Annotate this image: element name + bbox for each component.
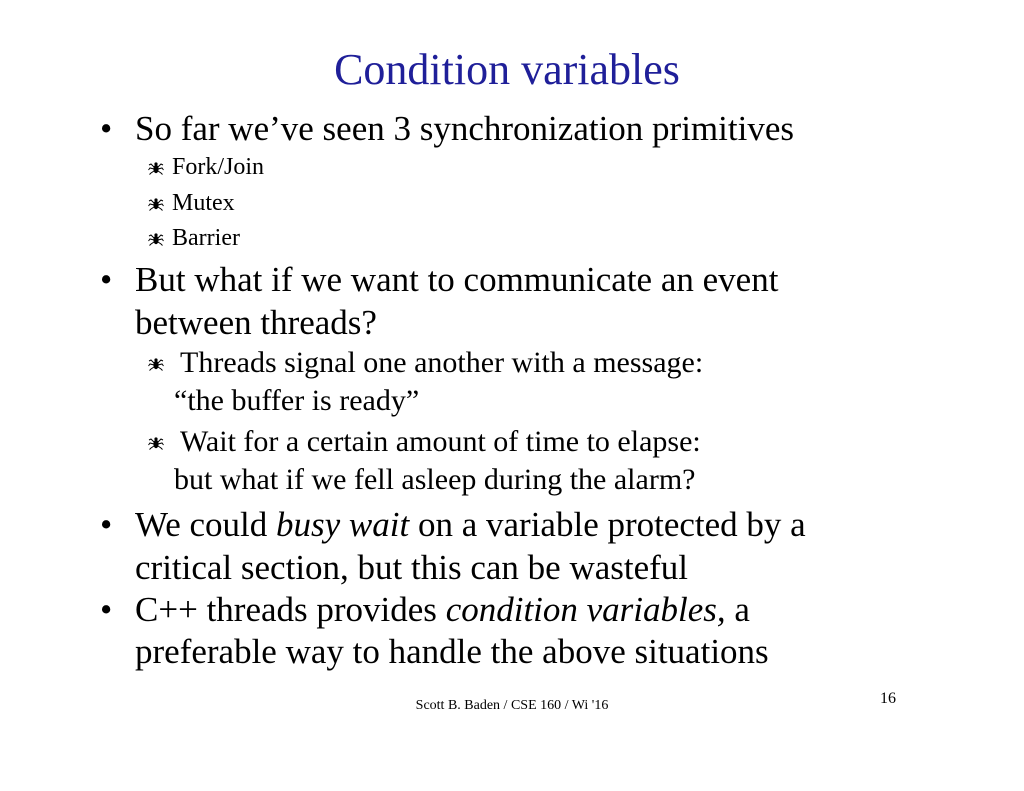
spider-bullet-icon xyxy=(148,161,164,175)
bullet-3-line-2: critical section, but this can be wasteful xyxy=(135,548,689,587)
page-number: 16 xyxy=(880,690,896,707)
slide-title: Condition variables xyxy=(334,45,680,94)
spider-bullet-icon xyxy=(148,436,164,450)
bullet-3-pre: We could xyxy=(135,505,277,544)
subitem-text: Mutex xyxy=(172,190,235,216)
bullet-1-text: So far we’ve seen 3 synchronization primitives xyxy=(135,109,794,148)
bullet-3-post: on a variable protected by a xyxy=(409,505,806,544)
subitem-signal-line-1: Threads signal one another with a message: xyxy=(180,346,704,379)
bullet-3-line-1 xyxy=(135,503,806,546)
subitem-text: Fork/Join xyxy=(172,154,265,180)
bullet-4-line-1 xyxy=(135,588,750,631)
bullet-4-post: a xyxy=(725,590,750,629)
bullet-2-line-2: between threads? xyxy=(135,303,377,342)
subitem-text: Barrier xyxy=(172,225,240,251)
spider-bullet-icon xyxy=(148,357,164,371)
bullet-dot: • xyxy=(100,590,113,629)
bullet-4-pre: C++ threads provides xyxy=(135,590,446,629)
slide-footer: Scott B. Baden / CSE 160 / Wi '16 xyxy=(415,698,609,713)
subitem-signal-line-2: “the buffer is ready” xyxy=(174,384,420,417)
spider-bullet-icon xyxy=(148,232,164,246)
subitem-wait-line-1: Wait for a certain amount of time to elapse: xyxy=(180,425,701,458)
bullet-2-line-1: But what if we want to communicate an event xyxy=(135,260,779,299)
bullet-dot: • xyxy=(100,260,113,299)
bullet-dot: • xyxy=(100,505,113,544)
bullet-3-emphasis: busy wait xyxy=(276,505,410,544)
spider-bullet-icon xyxy=(148,197,164,211)
subitem-wait-line-2: but what if we fell asleep during the alarm? xyxy=(174,463,696,496)
bullet-4-emphasis: condition variables, xyxy=(445,590,726,629)
bullet-4-line-2: preferable way to handle the above situations xyxy=(135,632,769,671)
bullet-dot: • xyxy=(100,109,113,148)
